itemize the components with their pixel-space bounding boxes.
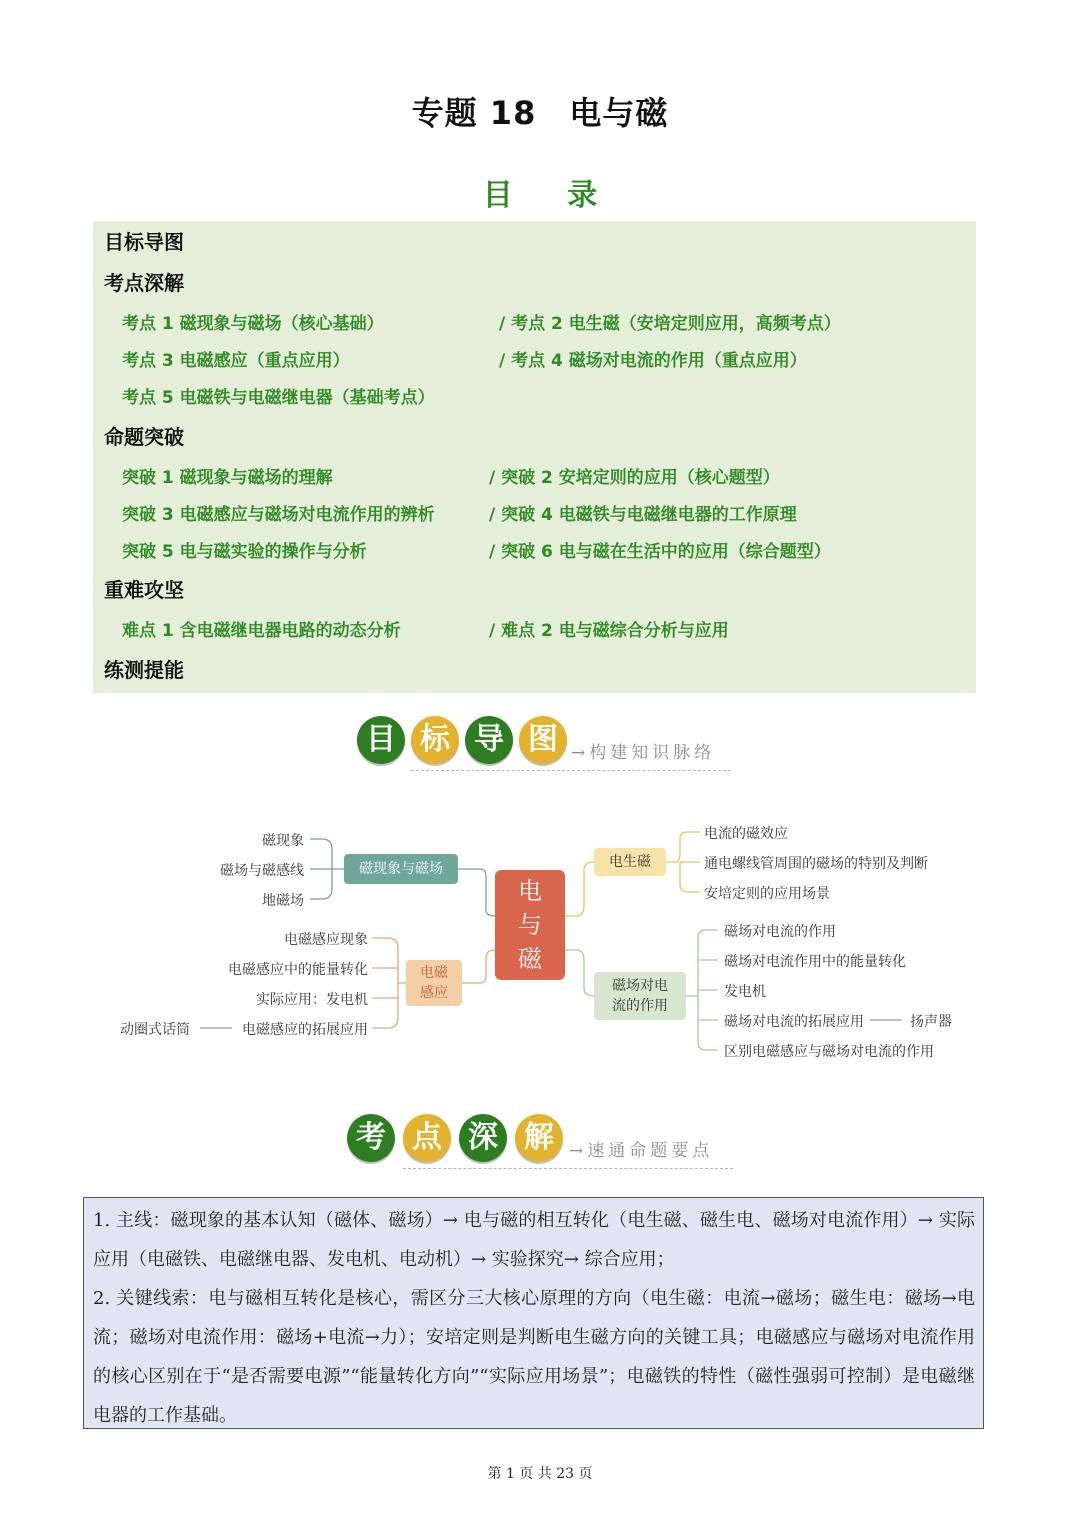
toc-section-key-points[interactable]: 考点深解 [104,271,184,295]
mind-map-leaf: 磁现象 [262,833,304,849]
mind-map-node-magnetism: 磁现象与磁场 [344,854,458,884]
center-char: 磁 [518,945,542,973]
banner-char: 深 [459,1114,507,1162]
page-footer: 第 1 页 共 23 页 [487,1466,593,1482]
banner-subtitle: →速通命题要点 [569,1141,714,1161]
summary-paragraph: 2. 关键线索：电与磁相互转化是核心，需区分三大核心原理的方向（电生磁：电流→磁场；磁生电：磁场→电流；磁场对电流作用：磁场+电流→力）；安培定则是判断电生磁方向的关键工具；电磁感应与磁场对电流作用的核心区别在于“是否需要电源”“能量转化方向”“实际应用场景”；电磁铁的特性（磁性强弱可控制）是电磁继电器的工作基础。 [93,1288,975,1426]
toc-item[interactable]: 突破 3 电磁感应与磁场对电流作用的辨析 [122,505,435,525]
toc-section-practice[interactable]: 练测提能 [104,658,184,682]
banner-char: 图 [519,716,567,764]
mind-map-leaf: 电磁感应现象 [284,932,368,948]
banner-char: 目 [357,716,405,764]
banner-underline [403,1168,733,1169]
mind-map-leaf: 通电螺线管周围的磁场的特别及判断 [704,856,928,872]
banner-char: 导 [465,716,513,764]
toc-item[interactable]: 突破 1 磁现象与磁场的理解 [122,468,333,488]
banner-char: 标 [411,716,459,764]
banner-underline [411,770,731,771]
toc-item[interactable]: / 突破 6 电与磁在生活中的应用（综合题型） [489,542,831,562]
banner-char: 点 [403,1114,451,1162]
mind-map-leaf: 电磁感应中的能量转化 [228,962,368,978]
mind-map-leaf: 区别电磁感应与磁场对电流的作用 [724,1044,934,1060]
summary-box [83,1197,984,1429]
node-line: 流的作用 [612,998,668,1014]
center-char: 电 [518,877,542,905]
toc-item[interactable]: 突破 5 电与磁实验的操作与分析 [122,542,367,562]
mind-map-center [495,870,565,980]
key-points-banner [347,1114,737,1174]
summary-paragraph: 1. 主线：磁现象的基本认知（磁体、磁场）→ 电与磁的相互转化（电生磁、磁生电、磁场对电流作用）→ 实际应用（电磁铁、电磁继电器、发电机、电动机）→ 实验探究→ 综合应用； [93,1210,975,1270]
mind-map-leaf-extra: 动圈式话筒 [120,1022,190,1038]
mind-map-leaf: 安培定则的应用场景 [704,886,830,902]
mind-map-leaf: 磁场与磁感线 [220,863,304,879]
banner-subtitle: →构建知识脉络 [571,743,716,763]
mind-map-leaf: 磁场对电流的作用 [724,924,836,940]
center-char: 与 [518,911,542,939]
toc-section-goal-map[interactable]: 目标导图 [104,230,184,254]
toc-item[interactable]: 考点 5 电磁铁与电磁继电器（基础考点） [122,388,435,408]
goal-map-banner [357,716,737,776]
node-line: 磁场对电 [612,978,668,994]
node-line: 电磁 [420,965,448,981]
node-line: 感应 [420,985,448,1001]
toc-item[interactable]: 考点 3 电磁感应（重点应用） [122,351,350,371]
mind-map-leaf: 实际应用：发电机 [256,992,368,1008]
banner-char: 解 [515,1114,563,1162]
toc-heading: 目 录 [482,178,620,213]
toc-section-difficulties[interactable]: 重难攻坚 [104,578,184,602]
mind-map-leaf: 磁场对电流作用中的能量转化 [724,954,906,970]
mind-map-leaf: 电磁感应的拓展应用 [242,1022,368,1038]
mind-map-leaf: 电流的磁效应 [704,826,788,842]
toc-section-breakthrough[interactable]: 命题突破 [104,425,184,449]
mind-map-node-force-on-current [594,972,686,1020]
table-of-contents [93,221,976,693]
mind-map-node-induction [406,960,462,1006]
toc-item[interactable]: / 突破 2 安培定则的应用（核心题型） [489,468,780,488]
toc-item[interactable]: / 考点 4 磁场对电流的作用（重点应用） [499,351,807,371]
mind-map-leaf: 地磁场 [262,893,304,909]
toc-item[interactable]: / 难点 2 电与磁综合分析与应用 [489,621,729,641]
page-title: 专题 18 电与磁 [411,94,669,132]
mind-map [110,810,970,1070]
mind-map-node-electromagnetism: 电生磁 [594,848,666,876]
banner-char: 考 [347,1114,395,1162]
toc-item[interactable]: 考点 1 磁现象与磁场（核心基础） [122,314,384,334]
toc-item[interactable]: 难点 1 含电磁继电器电路的动态分析 [122,621,401,641]
toc-item[interactable]: / 考点 2 电生磁（安培定则应用，高频考点） [499,314,841,334]
toc-item[interactable]: / 突破 4 电磁铁与电磁继电器的工作原理 [489,505,797,525]
mind-map-leaf: 磁场对电流的拓展应用 [724,1014,864,1030]
mind-map-leaf-extra: 扬声器 [910,1014,952,1030]
mind-map-leaf: 发电机 [724,984,766,1000]
